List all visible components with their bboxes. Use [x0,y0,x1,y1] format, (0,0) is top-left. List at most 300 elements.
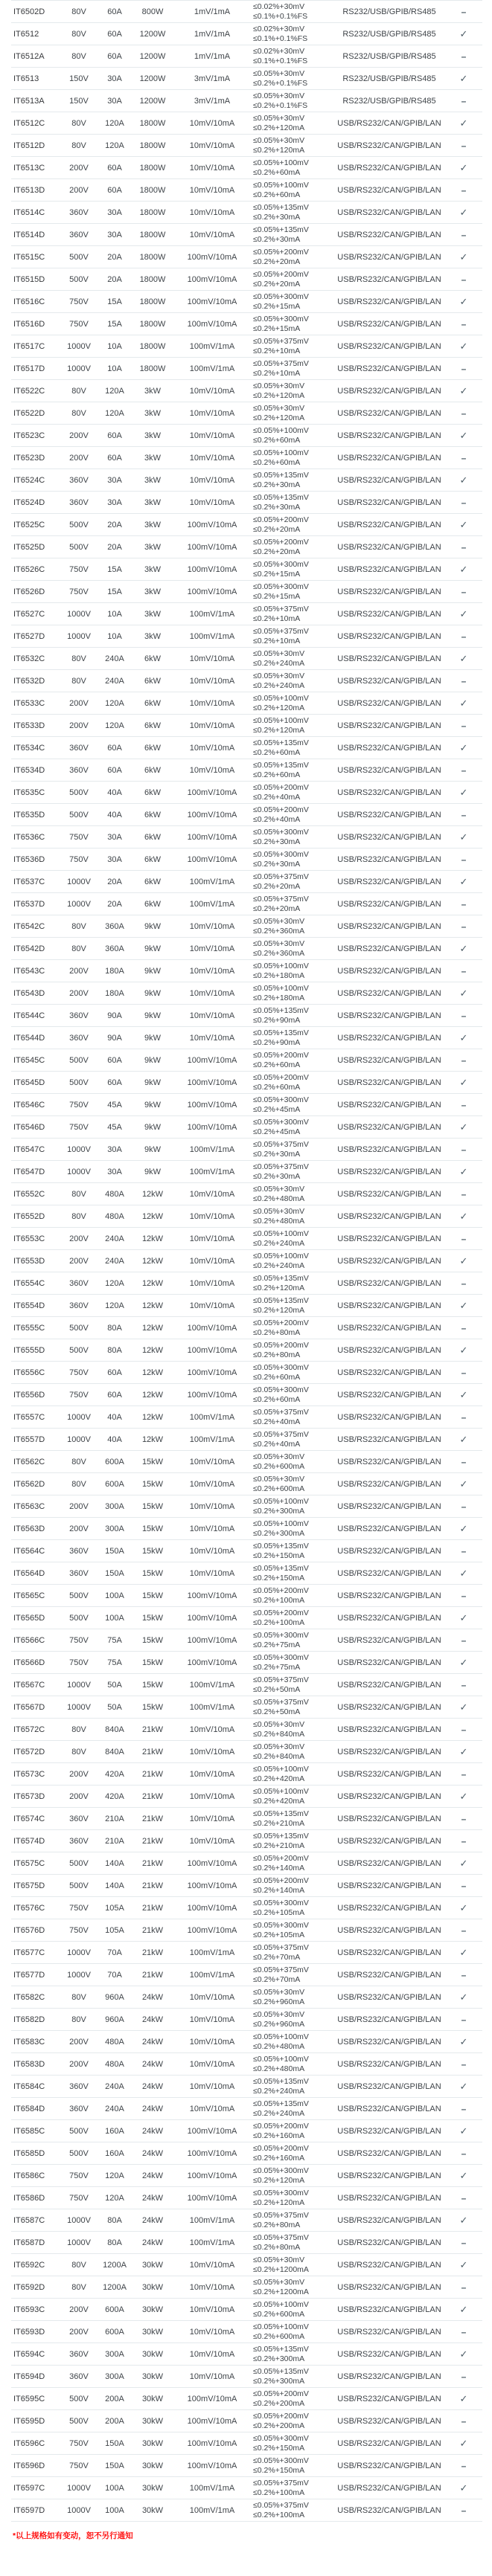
model-cell: IT6573D [13,1791,45,1801]
voltage-cell: 500V [69,2394,89,2403]
table-row [11,1540,482,1562]
resolution-cell: 100mV/10mA [187,810,237,820]
resolution-cell: 10mV/10mA [189,2260,235,2270]
resolution-cell: 10mV/10mA [189,386,235,396]
resolution-cell: 10mV/10mA [189,1457,235,1466]
resolution-cell: 10mV/10mA [189,2282,235,2292]
voltage-cell: 500V [69,2416,89,2426]
accuracy-voltage-line: ≤0.05%+30mV [253,69,305,78]
dash-icon: – [461,6,467,17]
table-row [11,1429,482,1451]
table-row [11,1295,482,1317]
accuracy-cell [253,1809,333,1828]
interfaces-cell: USB/RS232/CAN/GPIB/LAN [337,2081,441,2091]
interfaces-cell: USB/RS232/CAN/GPIB/LAN [337,207,441,217]
voltage-cell: 500V [69,542,89,552]
table-row [11,871,482,893]
resolution-cell: 3mV/1mA [194,74,231,83]
accuracy-current-line: ≤0.2%+105mA [253,1907,305,1917]
check-icon: ✓ [459,1165,468,1177]
accuracy-voltage-line: ≤0.05%+300mV [253,315,309,323]
accuracy-voltage-line: ≤0.05%+100mV [253,694,309,703]
voltage-cell: 750V [69,832,89,842]
current-cell: 360A [105,944,124,953]
accuracy-voltage-line: ≤0.05%+135mV [253,1006,309,1015]
model-cell: IT6566D [13,1658,45,1667]
accuracy-current-line: ≤0.2%+120mA [253,413,305,422]
power-cell: 15kW [141,1457,164,1466]
power-cell: 1800W [139,319,166,329]
model-cell: IT6545D [13,1078,45,1087]
model-cell: IT6537C [13,877,45,886]
power-cell: 24kW [141,2148,164,2158]
interfaces-cell: USB/RS232/CAN/GPIB/LAN [337,1903,441,1913]
accuracy-current-line: ≤0.2%+420mA [253,1774,305,1783]
interfaces-cell: USB/RS232/CAN/GPIB/LAN [337,1278,441,1288]
accuracy-cell [253,1274,333,1292]
model-cell: IT6567D [13,1702,45,1712]
accuracy-current-line: ≤0.2%+60mA [253,1372,301,1382]
accuracy-voltage-line: ≤0.05%+200mV [253,805,309,814]
model-cell: IT6562D [13,1479,45,1489]
accuracy-cell [253,1363,333,1382]
voltage-cell: 1000V [67,899,91,909]
voltage-cell: 80V [71,944,86,953]
model-cell: IT6513 [13,74,39,83]
resolution-cell: 100mV/1mA [189,2483,235,2493]
power-cell: 9kW [144,944,161,953]
accuracy-voltage-line: ≤0.05%+135mV [253,493,309,502]
interfaces-cell: USB/RS232/CAN/GPIB/LAN [337,1457,441,1466]
interfaces-cell: USB/RS232/CAN/GPIB/LAN [337,408,441,418]
model-cell: IT6524C [13,475,45,485]
interfaces-cell: USB/RS232/CAN/GPIB/LAN [337,1412,441,1422]
interfaces-cell: USB/RS232/CAN/GPIB/LAN [337,788,441,797]
resolution-cell: 100mV/1mA [189,2238,235,2247]
resolution-cell: 10mV/10mA [189,1747,235,1756]
table-row [11,1005,482,1027]
interfaces-cell: USB/RS232/CAN/GPIB/LAN [337,1122,441,1132]
resolution-cell: 10mV/10mA [189,1836,235,1846]
interfaces-cell: USB/RS232/CAN/GPIB/LAN [337,2238,441,2247]
resolution-cell: 100mV/10mA [187,297,237,306]
model-cell: IT6523D [13,453,45,463]
current-cell: 120A [105,1301,124,1310]
current-cell: 120A [105,1278,124,1288]
accuracy-cell [253,2010,333,2029]
accuracy-current-line: ≤0.2%+90mA [253,1037,301,1047]
accuracy-current-line: ≤0.2%+30mA [253,212,301,222]
resolution-cell: 10mV/10mA [189,698,235,708]
voltage-cell: 200V [69,1501,89,1511]
accuracy-current-line: ≤0.2%+40mA [253,1439,301,1449]
accuracy-current-line: ≤0.2%+210mA [253,1841,305,1850]
accuracy-current-line: ≤0.2%+60mA [253,747,301,757]
interfaces-cell: USB/RS232/CAN/GPIB/LAN [337,1434,441,1444]
accuracy-current-line: ≤0.2%+40mA [253,1417,301,1426]
resolution-cell: 10mV/10mA [189,185,235,195]
accuracy-cell [253,2345,333,2363]
accuracy-cell [253,359,333,378]
accuracy-current-line: ≤0.2%+160mA [253,2153,305,2163]
table-row [11,625,482,648]
power-cell: 6kW [144,676,161,686]
interfaces-cell: USB/RS232/CAN/GPIB/LAN [337,2282,441,2292]
interfaces-cell: USB/RS232/CAN/GPIB/LAN [337,341,441,351]
table-row [11,1562,482,1585]
power-cell: 21kW [141,1881,164,1890]
voltage-cell: 750V [69,2438,89,2448]
accuracy-cell [253,672,333,690]
accuracy-voltage-line: ≤0.05%+30mV [253,1742,305,1751]
resolution-cell: 10mV/10mA [189,141,235,150]
voltage-cell: 750V [69,319,89,329]
voltage-cell: 1000V [67,1412,91,1422]
dash-icon: – [461,2326,467,2337]
resolution-cell: 100mV/1mA [189,1412,235,1422]
model-cell: IT6572C [13,1725,45,1734]
accuracy-current-line: ≤0.2%+40mA [253,792,301,802]
power-cell: 12kW [141,1189,164,1199]
power-cell: 6kW [144,721,161,730]
model-cell: IT6583D [13,2059,45,2069]
model-cell: IT6555C [13,1323,45,1333]
model-cell: IT6527C [13,609,45,619]
resolution-cell: 100mV/10mA [187,1368,237,1377]
table-row [11,1919,482,1942]
voltage-cell: 200V [69,1524,89,1533]
voltage-cell: 500V [69,1591,89,1600]
accuracy-voltage-line: ≤0.05%+30mV [253,1207,305,1216]
resolution-cell: 100mV/10mA [187,1100,237,1110]
accuracy-current-line: ≤0.2%+120mA [253,1305,305,1315]
accuracy-current-line: ≤0.2%+240mA [253,658,305,668]
dash-icon: – [461,675,467,686]
model-cell: IT6543C [13,966,45,976]
model-cell: IT6544C [13,1011,45,1020]
interfaces-cell: USB/RS232/CAN/GPIB/LAN [337,2416,441,2426]
voltage-cell: 360V [69,2081,89,2091]
accuracy-current-line: ≤0.2%+150mA [253,1573,305,1582]
model-cell: IT6544D [13,1033,45,1043]
table-row [11,782,482,804]
accuracy-current-line: ≤0.2%+75mA [253,1640,301,1649]
model-cell: IT6554D [13,1301,45,1310]
interfaces-cell: RS232/USB/GPIB/RS485 [342,96,436,106]
interfaces-cell: USB/RS232/CAN/GPIB/LAN [337,1925,441,1935]
dash-icon: – [461,2237,467,2248]
accuracy-voltage-line: ≤0.05%+30mV [253,649,305,658]
power-cell: 3kW [144,386,161,396]
voltage-cell: 1000V [67,1702,91,1712]
resolution-cell: 1mV/1mA [194,51,231,61]
voltage-cell: 750V [69,1925,89,1935]
resolution-cell: 100mV/10mA [187,2148,237,2158]
accuracy-voltage-line: ≤0.05%+30mV [253,136,305,145]
power-cell: 21kW [141,1903,164,1913]
table-row [11,2410,482,2432]
resolution-cell: 10mV/10mA [189,1033,235,1043]
accuracy-cell [253,538,333,556]
resolution-cell: 10mV/10mA [189,230,235,239]
check-icon: ✓ [459,2080,468,2092]
table-row [11,1339,482,1362]
voltage-cell: 750V [69,1122,89,1132]
model-cell: IT6576C [13,1903,45,1913]
accuracy-current-line: ≤0.2%+60mA [253,457,301,467]
interfaces-cell: RS232/USB/GPIB/RS485 [342,51,436,61]
accuracy-voltage-line: ≤0.05%+100mV [253,1252,309,1260]
accuracy-current-line: ≤0.2%+40mA [253,814,301,824]
voltage-cell: 1000V [67,2215,91,2225]
accuracy-cell [253,381,333,400]
resolution-cell: 10mV/10mA [189,988,235,998]
accuracy-voltage-line: ≤0.05%+100mV [253,716,309,725]
current-cell: 15A [107,587,122,596]
current-cell: 480A [105,1189,124,1199]
model-cell: IT6592D [13,2282,45,2292]
accuracy-voltage-line: ≤0.05%+100mV [253,158,309,167]
voltage-cell: 1000V [67,631,91,641]
power-cell: 24kW [141,1992,164,2002]
table-row [11,1317,482,1339]
current-cell: 30A [107,74,122,83]
interfaces-cell: USB/RS232/CAN/GPIB/LAN [337,1144,441,1154]
table-row [11,1763,482,1786]
table-row [11,1808,482,1830]
voltage-cell: 360V [69,1011,89,1020]
voltage-cell: 500V [69,1858,89,1868]
accuracy-cell [253,203,333,222]
check-icon: ✓ [459,72,468,84]
interfaces-cell: USB/RS232/CAN/GPIB/LAN [337,364,441,373]
accuracy-current-line: ≤0.2%+200mA [253,2421,305,2430]
interfaces-cell: USB/RS232/CAN/GPIB/LAN [337,2505,441,2515]
interfaces-cell: USB/RS232/CAN/GPIB/LAN [337,1814,441,1823]
accuracy-voltage-line: ≤0.05%+300mV [253,2456,309,2465]
accuracy-current-line: ≤0.2%+100mA [253,1617,305,1627]
accuracy-current-line: ≤0.2%+30mA [253,837,301,846]
resolution-cell: 10mV/10mA [189,1011,235,1020]
power-cell: 1800W [139,141,166,150]
dash-icon: – [461,1813,467,1824]
interfaces-cell: USB/RS232/CAN/GPIB/LAN [337,141,441,150]
interfaces-cell: USB/RS232/CAN/GPIB/LAN [337,743,441,753]
accuracy-voltage-line: ≤0.05%+30mV [253,2255,305,2264]
current-cell: 60A [107,743,122,753]
current-cell: 420A [105,1791,124,1801]
power-cell: 15kW [141,1635,164,1645]
resolution-cell: 100mV/10mA [187,1658,237,1667]
table-row [11,1897,482,1919]
voltage-cell: 1000V [67,364,91,373]
accuracy-cell [253,426,333,445]
power-cell: 6kW [144,743,161,753]
check-icon: ✓ [459,295,468,307]
power-cell: 12kW [141,1412,164,1422]
current-cell: 420A [105,1769,124,1779]
table-row [11,849,482,871]
accuracy-current-line: ≤0.2%+120mA [253,703,305,712]
check-icon: ✓ [459,942,468,954]
power-cell: 9kW [144,1011,161,1020]
accuracy-voltage-line: ≤0.05%+375mV [253,627,309,636]
current-cell: 10A [107,364,122,373]
model-cell: IT6513A [13,96,45,106]
accuracy-current-line: ≤0.2%+100mA [253,2488,305,2497]
table-row [11,1049,482,1072]
dash-icon: – [461,586,467,597]
voltage-cell: 200V [69,2327,89,2337]
accuracy-current-line: ≤0.2%+1200mA [253,2264,309,2274]
interfaces-cell: USB/RS232/CAN/GPIB/LAN [337,1167,441,1176]
voltage-cell: 1000V [67,2238,91,2247]
power-cell: 30kW [141,2327,164,2337]
interfaces-cell: USB/RS232/CAN/GPIB/LAN [337,1858,441,1868]
resolution-cell: 100mV/10mA [187,1635,237,1645]
power-cell: 9kW [144,1167,161,1176]
dash-icon: – [461,2505,467,2516]
table-row [11,492,482,514]
interfaces-cell: RS232/USB/GPIB/RS485 [342,7,436,16]
model-cell: IT6556C [13,1368,45,1377]
accuracy-voltage-line: ≤0.05%+100mV [253,2322,309,2331]
accuracy-voltage-line: ≤0.05%+300mV [253,1899,309,1907]
accuracy-cell [253,2211,333,2229]
model-cell: IT6594C [13,2349,45,2359]
power-cell: 15kW [141,1501,164,1511]
resolution-cell: 100mV/10mA [187,2416,237,2426]
accuracy-cell [253,114,333,132]
check-icon: ✓ [459,987,468,999]
model-cell: IT6565D [13,1613,45,1623]
table-row [11,1072,482,1094]
current-cell: 210A [105,1836,124,1846]
accuracy-voltage-line: ≤0.05%+300mV [253,1631,309,1640]
power-cell: 9kW [144,1144,161,1154]
accuracy-voltage-line: ≤0.05%+300mV [253,1118,309,1127]
resolution-cell: 100mV/10mA [187,1881,237,1890]
current-cell: 840A [105,1747,124,1756]
current-cell: 45A [107,1100,122,1110]
accuracy-current-line: ≤0.2%+30mA [253,502,301,512]
accuracy-current-line: ≤0.2%+120mA [253,725,305,735]
voltage-cell: 1000V [67,1970,91,1980]
current-cell: 240A [105,2104,124,2113]
table-row [11,2142,482,2165]
resolution-cell: 100mV/10mA [187,1323,237,1333]
current-cell: 120A [105,721,124,730]
current-cell: 50A [107,1702,122,1712]
voltage-cell: 1000V [67,609,91,619]
accuracy-cell [253,1006,333,1025]
interfaces-cell: USB/RS232/CAN/GPIB/LAN [337,1390,441,1400]
accuracy-cell [253,738,333,757]
current-cell: 240A [105,1234,124,1243]
accuracy-voltage-line: ≤0.05%+300mV [253,2189,309,2197]
power-cell: 30kW [141,2260,164,2270]
current-cell: 15A [107,564,122,574]
accuracy-current-line: ≤0.2%+10mA [253,614,301,623]
accuracy-cell [253,471,333,489]
resolution-cell: 100mV/1mA [189,609,235,619]
current-cell: 120A [105,386,124,396]
interfaces-cell: USB/RS232/CAN/GPIB/LAN [337,1791,441,1801]
power-cell: 30kW [141,2394,164,2403]
interfaces-cell: USB/RS232/CAN/GPIB/LAN [337,2461,441,2470]
check-icon: ✓ [459,2035,468,2047]
power-cell: 1800W [139,364,166,373]
check-icon: ✓ [459,1255,468,1266]
accuracy-cell [253,962,333,980]
accuracy-cell [253,1073,333,1092]
voltage-cell: 360V [69,2349,89,2359]
resolution-cell: 1mV/1mA [194,7,231,16]
accuracy-current-line: ≤0.2%+960mA [253,2019,305,2029]
table-row [11,1473,482,1495]
model-cell: IT6597D [13,2505,45,2515]
current-cell: 30A [107,96,122,106]
interfaces-cell: USB/RS232/CAN/GPIB/LAN [337,163,441,173]
accuracy-cell [253,292,333,311]
table-row [11,1696,482,1719]
accuracy-current-line: ≤0.2%+45mA [253,1127,301,1136]
accuracy-current-line: ≤0.2%+300mA [253,1506,305,1516]
check-icon: ✓ [459,1745,468,1757]
model-cell: IT6586D [13,2193,45,2203]
accuracy-current-line: ≤0.2%+360mA [253,926,305,936]
interfaces-cell: USB/RS232/CAN/GPIB/LAN [337,230,441,239]
voltage-cell: 500V [69,2148,89,2158]
resolution-cell: 10mV/10mA [189,2349,235,2359]
accuracy-cell [253,91,333,110]
interfaces-cell: USB/RS232/CAN/GPIB/LAN [337,1948,441,1957]
model-cell: IT6516C [13,297,45,306]
power-cell: 12kW [141,1301,164,1310]
power-cell: 21kW [141,1858,164,1868]
voltage-cell: 200V [69,966,89,976]
current-cell: 60A [107,1055,122,1065]
current-cell: 160A [105,2126,124,2136]
dash-icon: – [461,1501,467,1512]
dash-icon: – [461,363,467,374]
accuracy-voltage-line: ≤0.05%+375mV [253,605,309,614]
resolution-cell: 10mV/10mA [189,944,235,953]
table-row [11,2343,482,2366]
resolution-cell: 10mV/10mA [189,2371,235,2381]
voltage-cell: 1000V [67,341,91,351]
voltage-cell: 80V [71,51,86,61]
accuracy-voltage-line: ≤0.05%+135mV [253,1809,309,1818]
table-row [11,648,482,670]
accuracy-current-line: ≤0.2%+360mA [253,948,305,958]
model-cell: IT6576D [13,1925,45,1935]
table-row [11,1629,482,1652]
power-cell: 3kW [144,408,161,418]
current-cell: 40A [107,788,122,797]
accuracy-voltage-line: ≤0.05%+30mV [253,1452,305,1461]
table-row [11,1,482,23]
model-cell: IT6583C [13,2037,45,2047]
model-cell: IT6522C [13,386,45,396]
model-cell: IT6512A [13,51,45,61]
spec-table [11,0,482,2522]
table-row [11,1272,482,1295]
resolution-cell: 100mV/10mA [187,1078,237,1087]
interfaces-cell: USB/RS232/CAN/GPIB/LAN [337,765,441,775]
current-cell: 300A [105,2349,124,2359]
model-cell: IT6517D [13,364,45,373]
